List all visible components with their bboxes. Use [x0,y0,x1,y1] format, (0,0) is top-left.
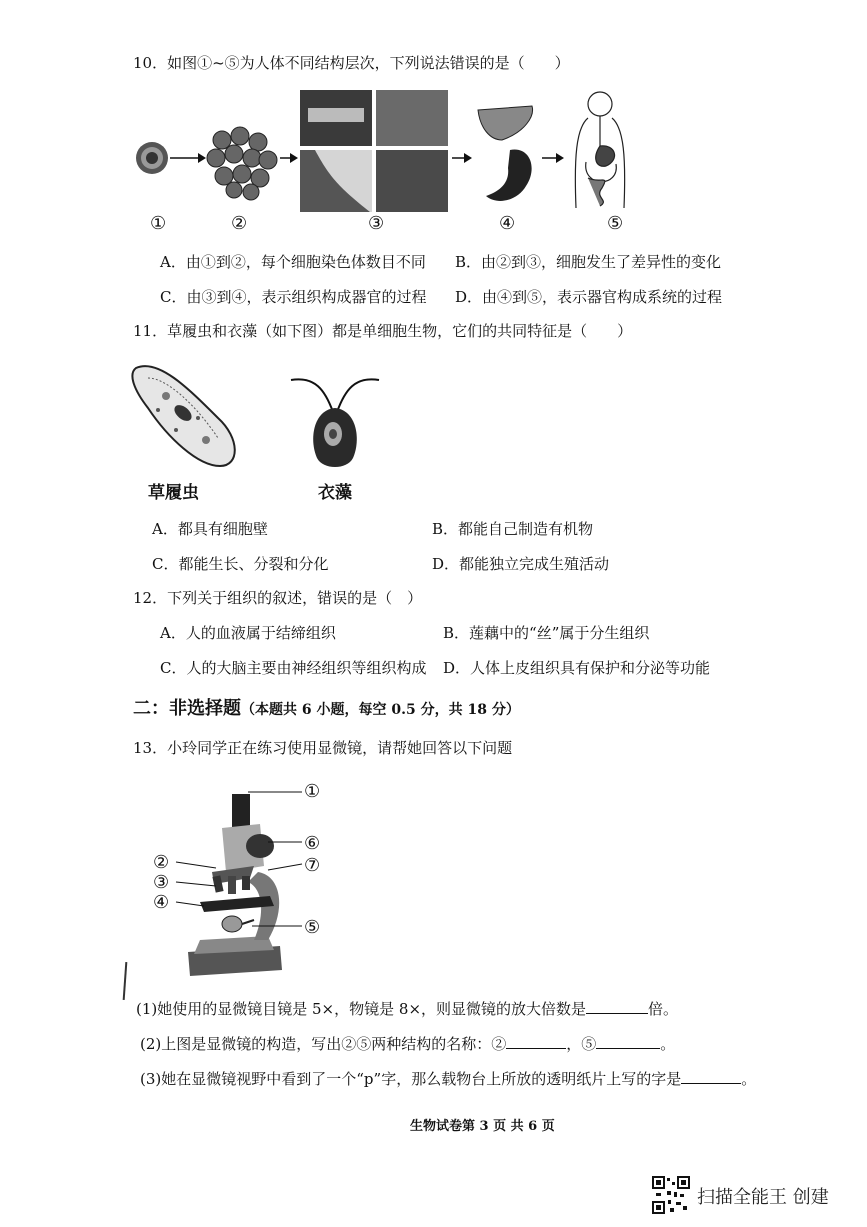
q13-sub1-end: 倍。 [648,1000,679,1018]
q13-stem: 13．小玲同学正在练习使用显微镜，请帮她回答以下问题 [133,739,513,757]
q13-blank-magnification[interactable] [586,999,648,1014]
cell-image [136,142,168,174]
q13-sub3 [140,1068,756,1089]
q13-sub2-text: (2)上图是显微镜的构造，写出②⑤两种结构的名称：② [140,1035,507,1053]
q11-option-b: B．都能自己制造有机物 [432,520,594,538]
q11-option-a: A．都具有细胞壁 [152,520,268,538]
q10-label-3: ③ [368,213,385,234]
q11-option-d: D．都能独立完成生殖活动 [432,555,610,573]
q12-option-b: B．莲藕中的“丝”属于分生组织 [443,624,650,642]
microscope-label-1: ① [304,781,321,802]
q10-option-b: B．由②到③，细胞发生了差异性的变化 [455,253,722,271]
q12-option-c: C．人的大脑主要由神经组织等组织构成 [160,659,427,677]
section-title: 二：非选择题 [133,698,241,719]
chlamydomonas-image [285,370,385,480]
section-note: （本题共 6 小题，每空 0.5 分，共 18 分） [241,702,520,718]
q13-sub3-end: 。 [741,1070,757,1088]
section-heading [133,694,520,720]
qr-code-icon [652,1176,690,1214]
organ-images [478,106,533,201]
microscope-label-7: ⑦ [304,855,321,876]
digestive-system-image [575,92,624,208]
scanner-watermark: 扫描全能王 创建 [697,1187,829,1208]
q12-option-d: D．人体上皮组织具有保护和分泌等功能 [443,659,711,677]
q10-option-c: C．由③到④，表示组织构成器官的过程 [160,288,427,306]
q10-figure [130,88,660,218]
cell-cluster-image [207,127,277,200]
q12-option-a: A．人的血液属于结缔组织 [160,624,336,642]
q11-stem: 11．草履虫和衣藻（如下图）都是单细胞生物，它们的共同特征是（ ） [133,322,633,340]
q13-blank-part-2[interactable] [506,1034,566,1049]
q10-label-2: ② [231,213,248,234]
page-footer: 生物试卷第 3 页 共 6 页 [410,1119,555,1134]
q10-label-1: ① [150,213,167,234]
tissue-images [300,90,448,212]
q13-blank-letter[interactable] [681,1069,741,1084]
microscope-label-4: ④ [153,892,170,913]
chlamydomonas-caption: 衣藻 [318,483,352,503]
paramecium-caption: 草履虫 [148,483,199,503]
q13-sub2-mid: ，⑤ [566,1035,597,1053]
q11-option-c: C．都能生长、分裂和分化 [152,555,329,573]
q10-label-4: ④ [499,213,516,234]
microscope-label-6: ⑥ [304,833,321,854]
microscope-label-3: ③ [153,872,170,893]
q13-sub3-text: (3)她在显微镜视野中看到了一个“p”字，那么载物台上所放的透明纸片上写的字是 [140,1070,682,1088]
scan-mark [123,962,128,1000]
q13-sub2 [140,1033,675,1054]
q10-option-d: D．由④到⑤，表示器官构成系统的过程 [455,288,723,306]
q10-stem: 10．如图①~⑤为人体不同结构层次，下列说法错误的是（ ） [133,54,570,72]
microscope-label-2: ② [153,852,170,873]
q13-sub1-text: (1)她使用的显微镜目镜是 5×，物镜是 8×，则显微镜的放大倍数是 [136,1000,587,1018]
q13-sub1 [136,998,678,1019]
q13-blank-part-5[interactable] [596,1034,660,1049]
q12-stem: 12．下列关于组织的叙述，错误的是（ ） [133,589,423,607]
paramecium-image [128,358,243,473]
q10-label-5: ⑤ [607,213,624,234]
q10-option-a: A．由①到②，每个细胞染色体数目不同 [160,253,426,271]
microscope-label-5: ⑤ [304,917,321,938]
q13-sub2-end: 。 [660,1035,676,1053]
microscope-image [150,780,340,980]
